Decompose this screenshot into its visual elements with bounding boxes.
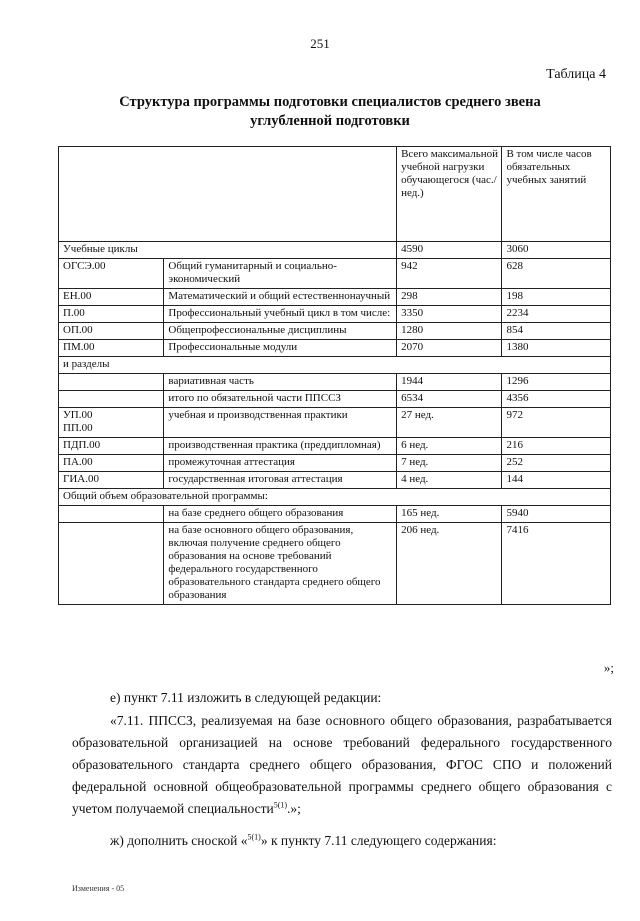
name-cell: вариативная часть bbox=[164, 374, 397, 391]
table-row bbox=[59, 438, 611, 455]
name-cell: учебная и производственная практики bbox=[164, 408, 397, 438]
table-row bbox=[59, 374, 611, 391]
total-cell: 298 bbox=[397, 289, 502, 306]
name-cell: Профессиональный учебный цикл в том числе: bbox=[164, 306, 397, 323]
header-total: Всего максимальной учебной нагрузки обучающегося (час./нед.) bbox=[397, 147, 502, 242]
total-cell: 6534 bbox=[397, 391, 502, 408]
code-cell bbox=[59, 523, 164, 605]
name-cell: на базе основного общего образования, включая получение среднего общего образования на основе требований федерального государственного образовательного стандарта среднего общего образования bbox=[164, 523, 397, 605]
name-cell: Общепрофессиональные дисциплины bbox=[164, 323, 397, 340]
table-row bbox=[59, 306, 611, 323]
mandatory-cell: 4356 bbox=[502, 391, 611, 408]
mandatory-cell: 1296 bbox=[502, 374, 611, 391]
section-label-cell: Учебные циклы bbox=[59, 242, 397, 259]
table-row bbox=[59, 323, 611, 340]
mandatory-cell: 216 bbox=[502, 438, 611, 455]
total-cell: 206 нед. bbox=[397, 523, 502, 605]
name-cell: на базе среднего общего образования bbox=[164, 506, 397, 523]
mandatory-cell: 854 bbox=[502, 323, 611, 340]
table-row bbox=[59, 489, 611, 506]
table-header-row bbox=[59, 147, 611, 242]
total-cell: 1280 bbox=[397, 323, 502, 340]
table-row bbox=[59, 259, 611, 289]
total-cell: 27 нед. bbox=[397, 408, 502, 438]
footnote-ref: 5(1) bbox=[273, 800, 288, 810]
mandatory-cell: 1380 bbox=[502, 340, 611, 357]
total-cell: 2070 bbox=[397, 340, 502, 357]
name-cell: Общий гуманитарный и социально-экономический bbox=[164, 259, 397, 289]
total-cell: 6 нед. bbox=[397, 438, 502, 455]
closing-mark: »; bbox=[603, 660, 614, 675]
table-row bbox=[59, 523, 611, 605]
paragraph-7-11-text: «7.11. ППССЗ, реализуемая на базе основного общего образования, разрабатывается образовательной организацией на основе требований федерального государственного образовательного стандарта среднего общего образования, ФГОС СПО и положений федеральной основной общеобразовательной программы среднего общего образования с учетом получаемой специальности bbox=[72, 713, 612, 816]
total-cell: 1944 bbox=[397, 374, 502, 391]
total-cell: 4590 bbox=[397, 242, 502, 259]
total-cell: 4 нед. bbox=[397, 472, 502, 489]
code-cell: ОГСЭ.00 bbox=[59, 259, 164, 289]
name-cell: промежуточная аттестация bbox=[164, 455, 397, 472]
table-label: Таблица 4 bbox=[546, 67, 606, 82]
code-cell: ГИА.00 bbox=[59, 472, 164, 489]
code-cell: ОП.00 bbox=[59, 323, 164, 340]
total-cell: 942 bbox=[397, 259, 502, 289]
code-cell: ЕН.00 bbox=[59, 289, 164, 306]
header-empty-cell bbox=[59, 147, 397, 242]
name-cell: производственная практика (преддипломная) bbox=[164, 438, 397, 455]
code-cell bbox=[59, 506, 164, 523]
name-cell: Профессиональные модули bbox=[164, 340, 397, 357]
mandatory-cell: 5940 bbox=[502, 506, 611, 523]
footer-note: Изменения - 05 bbox=[72, 884, 125, 893]
section-label-cell: и разделы bbox=[59, 357, 611, 374]
mandatory-cell: 3060 bbox=[502, 242, 611, 259]
mandatory-cell: 252 bbox=[502, 455, 611, 472]
total-cell: 165 нед. bbox=[397, 506, 502, 523]
footnote-ref: 5(1) bbox=[247, 832, 261, 842]
code-cell: ПА.00 bbox=[59, 455, 164, 472]
paragraph-zh bbox=[110, 830, 640, 852]
table-row bbox=[59, 506, 611, 523]
doc-title-line: углубленной подготовки bbox=[250, 113, 410, 129]
mandatory-cell: 144 bbox=[502, 472, 611, 489]
doc-title bbox=[60, 93, 600, 131]
paragraph-e: е) пункт 7.11 изложить в следующей редакции: bbox=[110, 690, 382, 705]
header-mandatory: В том числе часов обязательных учебных занятий bbox=[502, 147, 611, 242]
structure-table bbox=[58, 146, 611, 605]
doc-title-line: Структура программы подготовки специалистов среднего звена bbox=[119, 94, 541, 110]
code-cell: П.00 bbox=[59, 306, 164, 323]
table-row bbox=[59, 289, 611, 306]
code-cell: УП.00 ПП.00 bbox=[59, 408, 164, 438]
name-cell: итого по обязательной части ППССЗ bbox=[164, 391, 397, 408]
code-cell bbox=[59, 374, 164, 391]
table-row bbox=[59, 242, 611, 259]
page-number: 251 bbox=[310, 36, 330, 51]
paragraph-zh-start: ж) дополнить сноской « bbox=[110, 833, 248, 848]
mandatory-cell: 2234 bbox=[502, 306, 611, 323]
mandatory-cell: 7416 bbox=[502, 523, 611, 605]
table-row bbox=[59, 472, 611, 489]
table-row bbox=[59, 391, 611, 408]
code-cell: ПМ.00 bbox=[59, 340, 164, 357]
name-cell: Математический и общий естественнонаучный bbox=[164, 289, 397, 306]
table-row bbox=[59, 408, 611, 438]
total-cell: 7 нед. bbox=[397, 455, 502, 472]
section-label-cell: Общий объем образовательной программы: bbox=[59, 489, 611, 506]
paragraph-7-11-end: .»; bbox=[287, 801, 301, 816]
mandatory-cell: 972 bbox=[502, 408, 611, 438]
paragraph-7-11 bbox=[72, 710, 612, 820]
total-cell: 3350 bbox=[397, 306, 502, 323]
table-row bbox=[59, 340, 611, 357]
code-cell: ПДП.00 bbox=[59, 438, 164, 455]
mandatory-cell: 198 bbox=[502, 289, 611, 306]
paragraph-zh-end: » к пункту 7.11 следующего содержания: bbox=[260, 833, 497, 848]
table-row bbox=[59, 455, 611, 472]
name-cell: государственная итоговая аттестация bbox=[164, 472, 397, 489]
table-row bbox=[59, 357, 611, 374]
mandatory-cell: 628 bbox=[502, 259, 611, 289]
code-cell bbox=[59, 391, 164, 408]
